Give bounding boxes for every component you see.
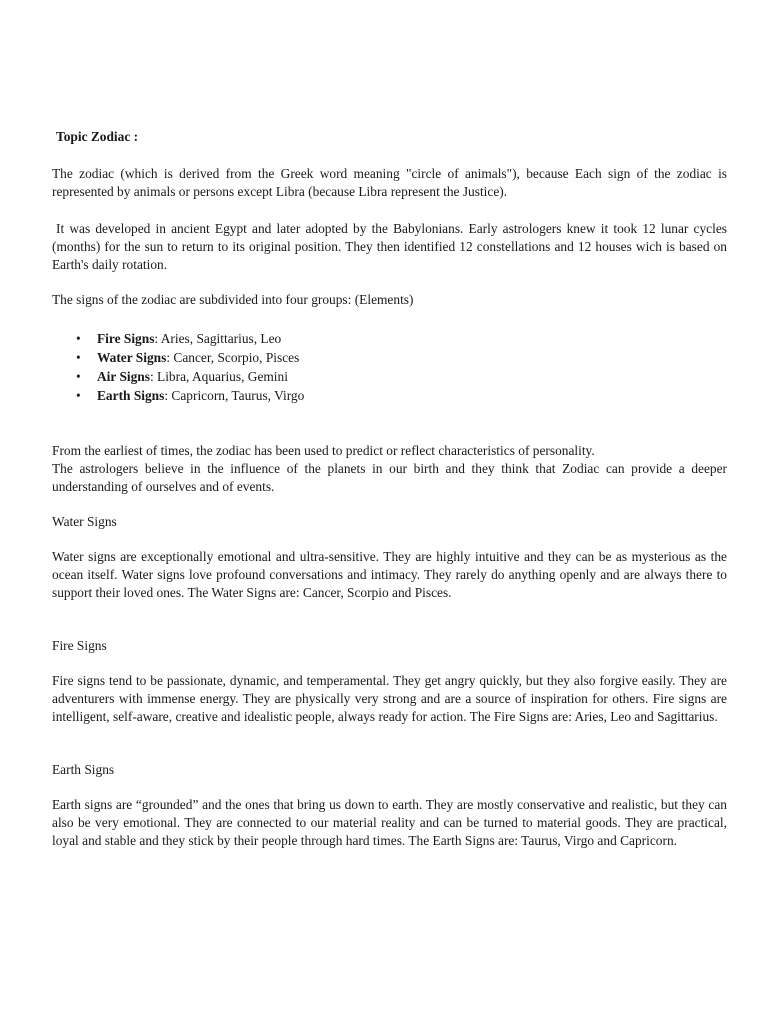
bullet-icon: •: [76, 331, 81, 346]
elements-list: [52, 329, 727, 405]
section-body-water: Water signs are exceptionally emotional and ultra-sensitive. They are highly intuitive and they can be as mysterious as the ocean itself. Water signs love profound conversations and intimacy. They rarely do anything openly and are always there to support their loved ones. The Water Signs are: Cancer, Scorpio and Pisces.: [52, 549, 727, 600]
element-name: Water Signs: [97, 350, 167, 365]
element-name: Fire Signs: [97, 331, 155, 346]
element-signs: : Aries, Sagittarius, Leo: [154, 331, 282, 346]
section-heading-water: Water Signs: [52, 514, 117, 529]
document-title: Topic Zodiac :: [56, 129, 139, 144]
element-name: Air Signs: [97, 369, 150, 384]
document-page: [52, 128, 727, 850]
section-body-earth: Earth signs are “grounded” and the ones that bring us down to earth. They are mostly conservative and realistic, but they can also be very emotional. They are connected to our material reality and can be turned to material goods. They are practical, loyal and stable and they stick by their people through hard times. The Earth Signs are: Taurus, Virgo and Capricorn.: [52, 797, 727, 848]
section-heading-fire: Fire Signs: [52, 638, 107, 653]
element-signs: : Cancer, Scorpio, Pisces: [166, 350, 300, 365]
bullet-icon: •: [76, 369, 81, 384]
personality-line-1: From the earliest of times, the zodiac has been used to predict or reflect characteristics of personality.: [52, 443, 595, 458]
list-item-air: [76, 367, 727, 386]
list-item-water: [76, 348, 727, 367]
section-body-fire: Fire signs tend to be passionate, dynamic, and temperamental. They get angry quickly, but they also forgive easily. They are adventurers with immense energy. They are physically very strong and are a source of inspiration for others. Fire signs are intelligent, self-aware, creative and idealistic people, always ready for action. The Fire Signs are: Aries, Leo and Sagittarius.: [52, 673, 727, 724]
element-signs: : Capricorn, Taurus, Virgo: [164, 388, 305, 403]
groups-intro-paragraph: The signs of the zodiac are subdivided into four groups: (Elements): [52, 292, 414, 307]
list-item-fire: [76, 329, 727, 348]
bullet-icon: •: [76, 350, 81, 365]
element-signs: : Libra, Aquarius, Gemini: [149, 369, 288, 384]
bullet-icon: •: [76, 388, 81, 403]
element-name: Earth Signs: [97, 388, 165, 403]
personality-line-2: The astrologers believe in the influence of the planets in our birth and they think that Zodiac can provide a deeper understanding of ourselves and of events.: [52, 461, 727, 494]
intro-paragraph: The zodiac (which is derived from the Greek word meaning "circle of animals"), because Each sign of the zodiac is represented by animals or persons except Libra (because Libra represent the Justice).: [52, 166, 727, 199]
list-item-earth: [76, 386, 727, 405]
history-paragraph: It was developed in ancient Egypt and later adopted by the Babylonians. Early astrologers knew it took 12 lunar cycles (months) for the sun to return to its original position. They then identified 12 constellations and 12 houses wich is based on Earth's daily rotation.: [52, 221, 727, 272]
section-heading-earth: Earth Signs: [52, 762, 115, 777]
